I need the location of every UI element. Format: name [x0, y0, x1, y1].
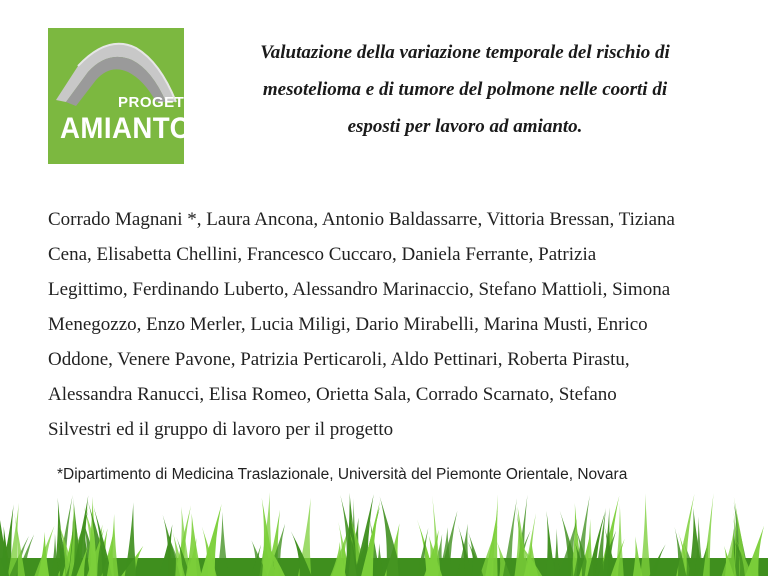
author-line: Corrado Magnani *, Laura Ancona, Antonio Baldassarre, Vittoria Bressan, Tiziana	[48, 209, 675, 230]
author-line: Menegozzo, Enzo Merler, Lucia Miligi, Dario Mirabelli, Marina Musti, Enrico	[48, 314, 648, 335]
author-line: Oddone, Venere Pavone, Patrizia Perticaroli, Aldo Pettinari, Roberta Pirastu,	[48, 349, 630, 370]
author-list	[48, 202, 738, 447]
author-line: Cena, Elisabetta Chellini, Francesco Cuccaro, Daniela Ferrante, Patrizia	[48, 244, 597, 265]
author-line: Silvestri ed il gruppo di lavoro per il progetto	[48, 419, 394, 440]
affiliation-note: *Dipartimento di Medicina Traslazionale, Università del Piemonte Orientale, Novara	[57, 466, 628, 483]
logo-text-amianto: AMIANTO	[60, 112, 192, 145]
author-line: Alessandra Ranucci, Elisa Romeo, Orietta Sala, Corrado Scarnato, Stefano	[48, 384, 617, 405]
presentation-title	[200, 34, 730, 145]
logo-text-progetto: PROGETTO	[118, 94, 206, 111]
progetto-amianto-logo	[48, 28, 206, 164]
grass-border-icon	[0, 488, 768, 576]
title-line: Valutazione della variazione temporale del rischio di	[260, 42, 670, 63]
title-line: mesotelioma e di tumore del polmone nelle coorti di	[262, 79, 668, 100]
author-line: Legittimo, Ferdinando Luberto, Alessandro Marinaccio, Stefano Mattioli, Simona	[48, 279, 671, 300]
title-line: esposti per lavoro ad amianto.	[347, 116, 583, 137]
